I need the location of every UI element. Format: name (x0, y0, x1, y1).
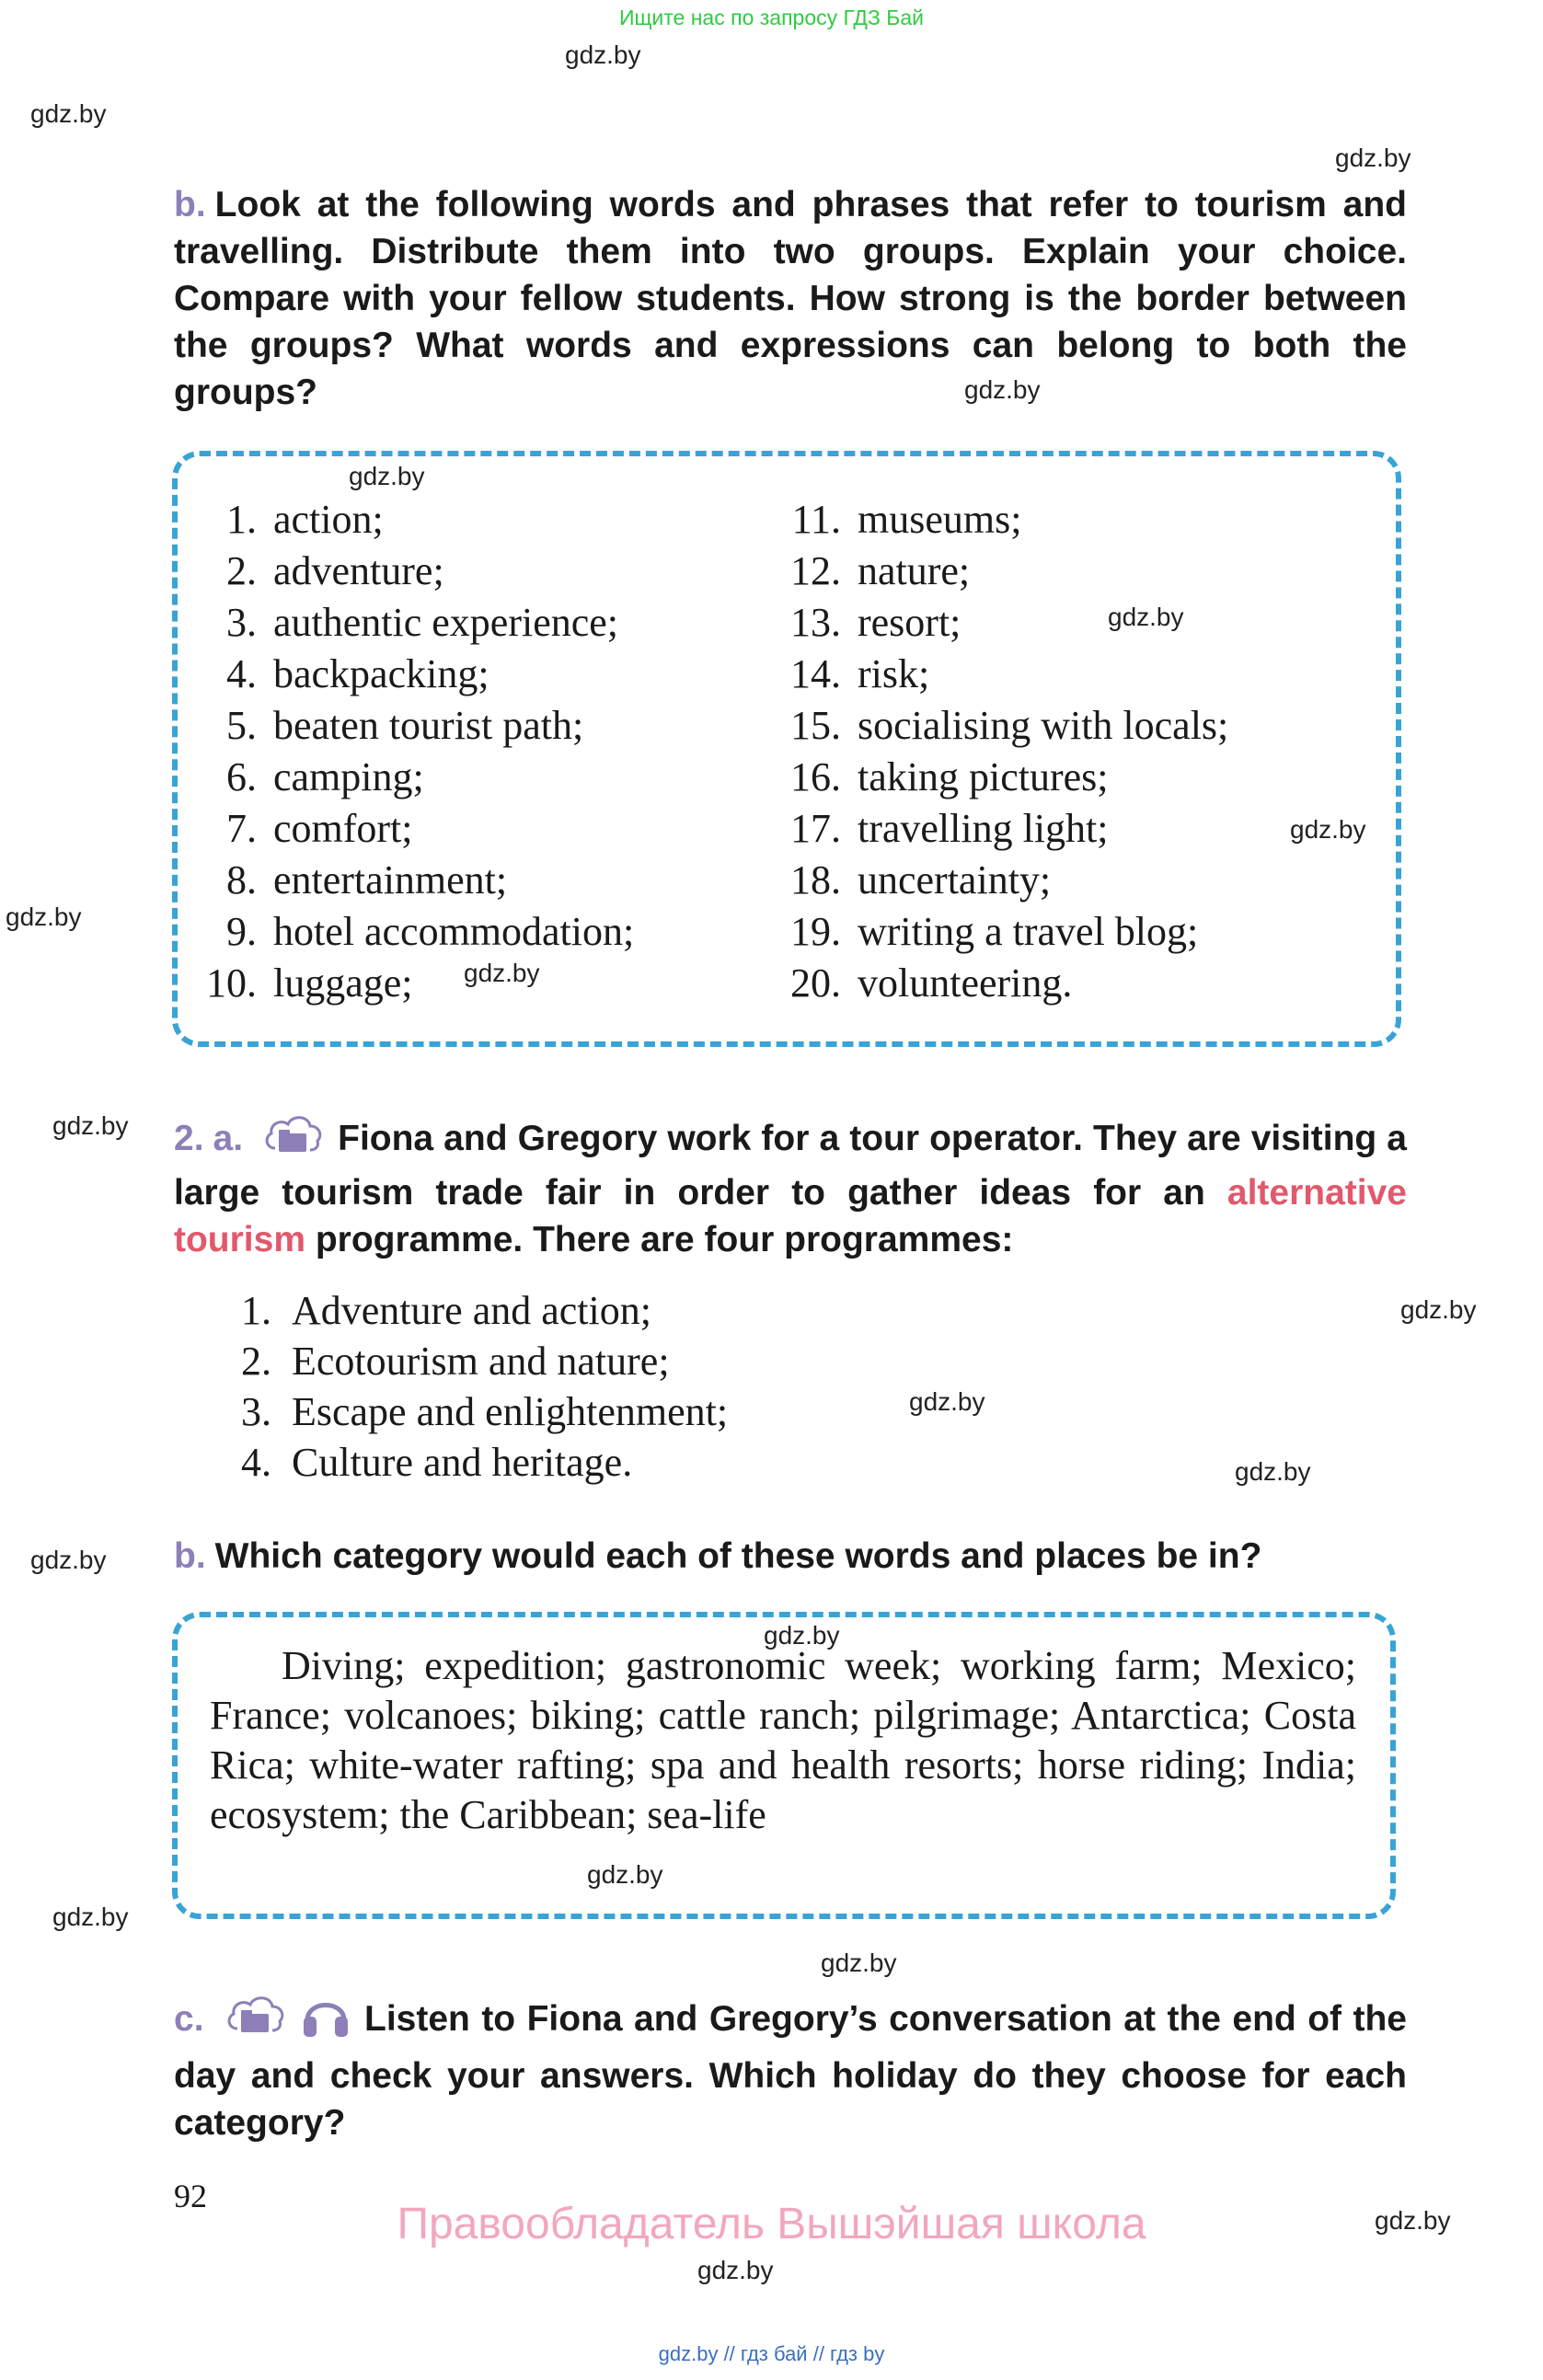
item-number: 4. (241, 1440, 271, 1485)
watermark: gdz.by (30, 99, 107, 128)
task-2a-text-after: programme. There are four programmes: (315, 1220, 1014, 1259)
item-text: uncertainty; (858, 857, 1052, 903)
item-text: nature; (858, 548, 971, 593)
item-number: 16. (790, 754, 841, 799)
list-item (780, 803, 1228, 855)
item-text: comfort; (273, 806, 413, 851)
list-item (196, 803, 634, 855)
places-text: Diving; expedition; gastronomic week; working farm; Mexico; France; volcanoes; biking; cattle ranch; pilgrimage; Antarctica; Costa Rica; white-water rafting; spa and health resorts; horse riding; India; ecosystem; the Caribbean; sea-life (210, 1643, 1356, 1837)
item-number: 9. (226, 909, 257, 954)
task-1b-instruction (174, 181, 1407, 416)
list-item (235, 1336, 728, 1386)
list-item (196, 752, 634, 803)
list-item (235, 1437, 728, 1488)
item-text: adventure; (273, 548, 444, 593)
item-number: 18. (790, 857, 841, 903)
task-letter: b. (174, 185, 206, 224)
task-2c-instruction (174, 1989, 1407, 2146)
watermark: gdz.by (349, 462, 425, 490)
item-text: beaten tourist path; (273, 703, 584, 748)
watermark: gdz.by (52, 1903, 129, 1931)
top-banner[interactable]: Ищите нас по запросу ГДЗ Бай (618, 6, 925, 29)
watermark: gdz.by (964, 375, 1041, 404)
watermark: gdz.by (464, 959, 540, 987)
list-item (780, 597, 1228, 649)
list-item (196, 855, 634, 906)
item-text: luggage; (273, 960, 413, 1006)
word-list-right (780, 494, 1228, 1009)
headphones-icon (300, 1989, 351, 2052)
item-number: 19. (790, 909, 841, 954)
task-letter: b. (174, 1536, 206, 1576)
list-item (235, 1386, 728, 1437)
task-number: 2. (174, 1118, 204, 1158)
programme-list (235, 1285, 728, 1488)
watermark: gdz.by (52, 1111, 129, 1140)
item-text: taking pictures; (858, 754, 1109, 799)
item-text: action; (273, 497, 384, 542)
footer-links[interactable]: gdz.by // гдз бай // гдз by (658, 2342, 885, 2365)
item-text: entertainment; (273, 857, 508, 903)
item-text: camping; (273, 754, 424, 799)
task-2a-instruction (174, 1111, 1407, 1263)
item-text: hotel accommodation; (273, 909, 635, 954)
item-text: authentic experience; (273, 600, 619, 645)
watermark: gdz.by (697, 2256, 774, 2284)
task-2b-instruction (174, 1533, 1407, 1580)
task-letter: c. (174, 1998, 204, 2039)
item-number: 7. (226, 806, 257, 851)
task-2b-text: Which category would each of these words and places be in? (214, 1536, 1262, 1576)
watermark: gdz.by (909, 1387, 985, 1416)
item-number: 10. (206, 960, 257, 1006)
item-text: Culture and heritage. (292, 1440, 633, 1485)
task-2c-text: Listen to Fiona and Gregory’s conversation at the end of the day and check your answers. Which holiday do they choose for each category? (174, 1998, 1407, 2143)
item-text: socialising with locals; (858, 703, 1229, 748)
item-number: 12. (790, 548, 841, 593)
item-text: museums; (858, 497, 1022, 542)
item-number: 14. (790, 651, 841, 696)
item-number: 20. (790, 960, 841, 1006)
item-number: 11. (791, 497, 841, 542)
copyright-notice: Правообладатель Вышэйшая школа (397, 2200, 1146, 2248)
watermark: gdz.by (1335, 144, 1411, 172)
list-item (780, 649, 1228, 700)
item-number: 4. (226, 651, 257, 696)
task-2a-text-before: Fiona and Gregory work for a tour operator. They are visiting a large tourism trade fair in order to gather ideas for an (174, 1118, 1407, 1213)
watermark: gdz.by (821, 1949, 897, 1977)
cloud-folder-icon (262, 1111, 325, 1169)
item-number: 1. (226, 497, 257, 542)
list-item (780, 752, 1228, 803)
task-1b-text: Look at the following words and phrases that refer to tourism and travelling. Distribute them into two groups. Explain your choice. Compare with your fellow students. How strong is the border between the groups? What words and expressions can belong to both the groups? (174, 185, 1407, 412)
list-item (780, 958, 1228, 1009)
list-item (196, 546, 634, 597)
item-number: 3. (241, 1389, 271, 1434)
list-item (196, 649, 634, 700)
watermark: gdz.by (6, 903, 82, 931)
page-number: 92 (174, 2178, 207, 2214)
watermark: gdz.by (1290, 815, 1366, 844)
list-item (780, 906, 1228, 958)
list-item (780, 494, 1228, 546)
word-list-left (196, 494, 634, 1009)
item-number: 6. (226, 754, 257, 799)
item-number: 8. (226, 857, 257, 903)
list-item (196, 597, 634, 649)
cloud-folder-icon (225, 1992, 287, 2050)
item-text: Ecotourism and nature; (292, 1339, 670, 1384)
item-text: risk; (858, 651, 930, 696)
item-number: 13. (790, 600, 841, 645)
item-number: 2. (226, 548, 257, 593)
list-item (780, 546, 1228, 597)
item-text: resort; (858, 600, 961, 645)
item-text: Adventure and action; (292, 1288, 651, 1333)
item-text: Escape and enlightenment; (292, 1389, 729, 1434)
task-letter: a. (213, 1118, 244, 1158)
item-number: 5. (226, 703, 257, 748)
watermark: gdz.by (1375, 2206, 1451, 2235)
list-item (196, 494, 634, 546)
item-number: 15. (790, 703, 841, 748)
watermark: gdz.by (565, 40, 641, 69)
list-item (196, 906, 634, 958)
list-item (780, 855, 1228, 906)
watermark: gdz.by (1235, 1457, 1311, 1486)
item-number: 1. (241, 1288, 271, 1333)
watermark: gdz.by (1400, 1295, 1477, 1324)
item-text: travelling light; (858, 806, 1109, 851)
list-item (780, 700, 1228, 752)
item-number: 2. (241, 1339, 271, 1384)
watermark: gdz.by (764, 1621, 840, 1650)
watermark: gdz.by (30, 1546, 107, 1574)
item-number: 3. (226, 600, 257, 645)
item-text: backpacking; (273, 651, 489, 696)
item-number: 17. (790, 806, 841, 851)
list-item (235, 1285, 728, 1336)
watermark: gdz.by (1108, 603, 1184, 631)
list-item (196, 700, 634, 752)
watermark: gdz.by (587, 1860, 663, 1889)
item-text: writing a travel blog; (858, 909, 1199, 954)
item-text: volunteering. (858, 960, 1073, 1006)
list-item (196, 958, 634, 1009)
alternative-tourism-highlight: alternative tourism (174, 1173, 1407, 1259)
